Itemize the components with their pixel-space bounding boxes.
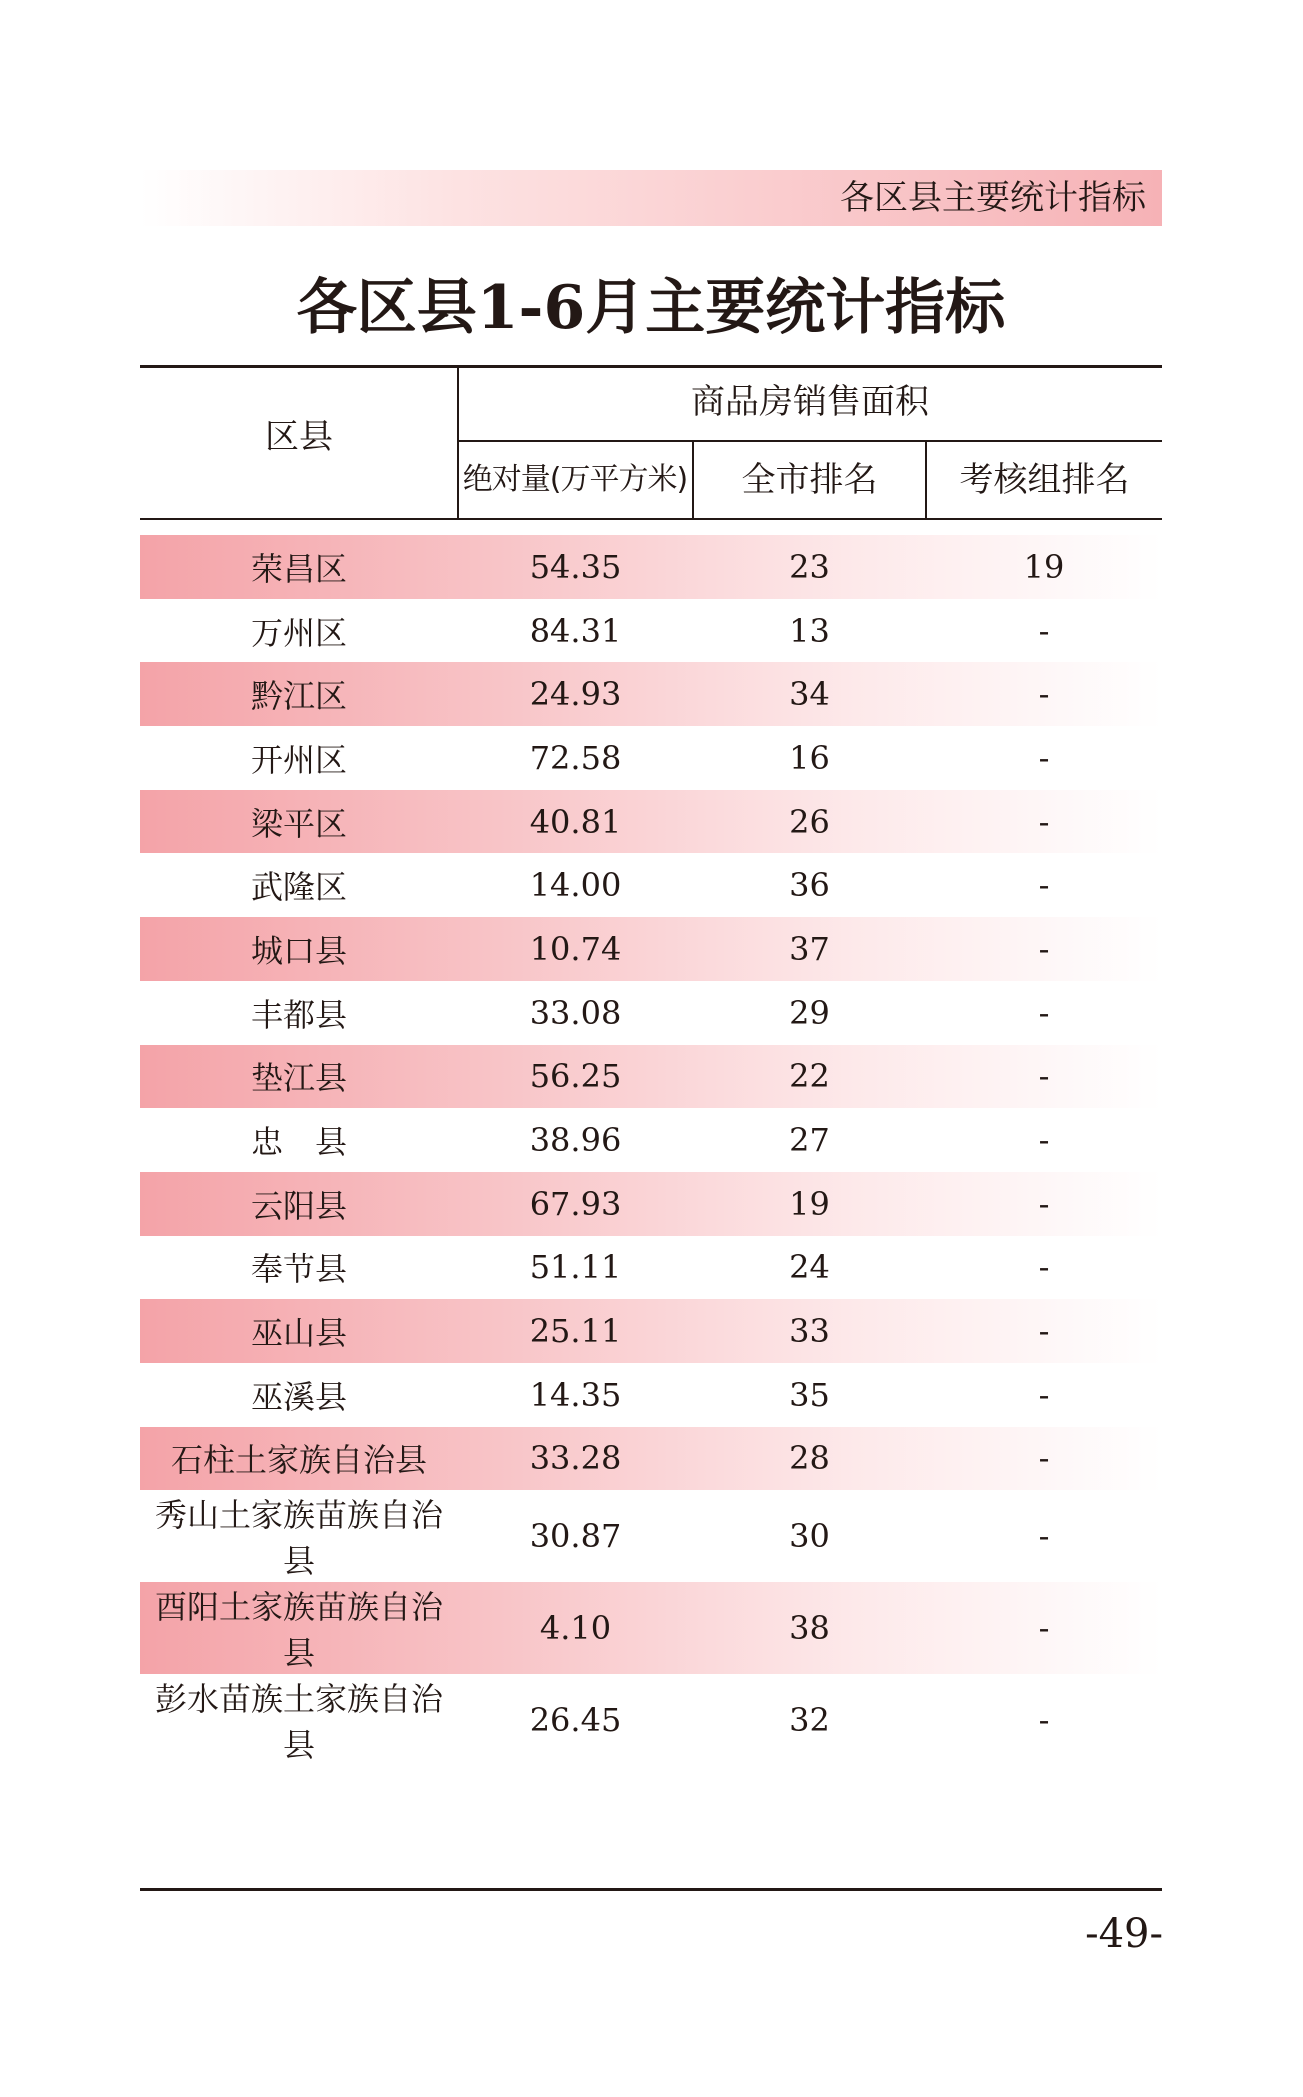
- group-rank-cell: -: [1038, 929, 1050, 968]
- table-row: [140, 535, 1162, 599]
- group-rank-cell: -: [1038, 1701, 1050, 1740]
- table-row: [140, 853, 1162, 917]
- city-rank-cell: 27: [789, 1121, 830, 1160]
- group-rank-cell: -: [1038, 611, 1050, 650]
- table-row: [140, 1490, 1162, 1582]
- city-rank-cell: 19: [789, 1184, 830, 1223]
- district-cell: 武隆区: [250, 868, 347, 907]
- absolute-cell: 26.45: [529, 1701, 622, 1740]
- absolute-cell: 84.31: [529, 611, 622, 650]
- group-rank-cell: -: [1038, 866, 1050, 905]
- district-cell: 梁平区: [250, 804, 347, 843]
- absolute-cell: 51.11: [529, 1248, 622, 1287]
- absolute-cell: 14.35: [529, 1375, 622, 1414]
- table-row: [140, 790, 1162, 854]
- table-row: [140, 1172, 1162, 1236]
- city-rank-cell: 37: [789, 929, 830, 968]
- district-cell: 巫溪县: [250, 1377, 347, 1416]
- district-cell: 荣昌区: [250, 549, 347, 588]
- section-header-band: [140, 170, 1162, 226]
- district-cell: 巫山县: [250, 1314, 347, 1353]
- group-rank-cell: -: [1038, 1184, 1050, 1223]
- group-rank-cell: -: [1038, 1375, 1050, 1414]
- city-rank-cell: 33: [789, 1312, 830, 1351]
- city-rank-cell: 26: [789, 802, 830, 841]
- city-rank-cell: 22: [789, 1057, 830, 1096]
- absolute-cell: 24.93: [529, 675, 622, 714]
- district-cell: 酉阳土家族苗族自治县: [154, 1588, 443, 1673]
- group-rank-cell: -: [1038, 675, 1050, 714]
- col-header-district: 区县: [265, 417, 333, 457]
- group-rank-cell: -: [1038, 1248, 1050, 1287]
- absolute-cell: 40.81: [529, 802, 622, 841]
- data-table: [140, 535, 1162, 1766]
- city-rank-cell: 24: [789, 1248, 830, 1287]
- table-row: [140, 1108, 1162, 1172]
- absolute-cell: 10.74: [529, 929, 622, 968]
- district-cell: 石柱土家族自治县: [170, 1441, 427, 1480]
- col-header-group: 商品房销售面积: [691, 382, 929, 422]
- table-row: [140, 1299, 1162, 1363]
- col-header-group-rank: 考核组排名: [959, 460, 1130, 500]
- header-sub-rule: [458, 440, 1162, 442]
- city-rank-cell: 36: [789, 866, 830, 905]
- table-row: [140, 1674, 1162, 1766]
- page-title: 各区县1-6月主要统计指标: [296, 273, 1006, 343]
- district-cell: 开州区: [250, 740, 347, 779]
- city-rank-cell: 28: [789, 1439, 830, 1478]
- table-row: [140, 1045, 1162, 1109]
- city-rank-cell: 38: [789, 1609, 830, 1648]
- city-rank-cell: 32: [789, 1701, 830, 1740]
- table-row: [140, 917, 1162, 981]
- table-row: [140, 726, 1162, 790]
- table-row: [140, 662, 1162, 726]
- group-rank-cell: -: [1038, 1517, 1050, 1556]
- table-top-rule: [140, 365, 1162, 368]
- district-cell: 城口县: [250, 931, 347, 970]
- table-row: [140, 1363, 1162, 1427]
- district-cell: 垫江县: [250, 1059, 347, 1098]
- district-cell: 奉节县: [250, 1250, 347, 1289]
- page-number: -49-: [1085, 1911, 1163, 1957]
- city-rank-cell: 29: [789, 993, 830, 1032]
- table-row: [140, 1582, 1162, 1674]
- group-rank-cell: -: [1038, 1121, 1050, 1160]
- table-row: [140, 599, 1162, 663]
- group-rank-cell: -: [1038, 1439, 1050, 1478]
- table-row: [140, 1427, 1162, 1491]
- footer-rule: [140, 1888, 1162, 1891]
- absolute-cell: 67.93: [529, 1184, 622, 1223]
- group-rank-cell: -: [1038, 738, 1050, 777]
- group-rank-cell: -: [1038, 1609, 1050, 1648]
- absolute-cell: 33.28: [529, 1439, 622, 1478]
- absolute-cell: 56.25: [529, 1057, 622, 1096]
- group-rank-cell: -: [1038, 802, 1050, 841]
- table-row: [140, 981, 1162, 1045]
- city-rank-cell: 35: [789, 1375, 830, 1414]
- absolute-cell: 25.11: [529, 1312, 622, 1351]
- district-cell: 彭水苗族土家族自治县: [154, 1680, 443, 1765]
- district-cell: 万州区: [250, 613, 347, 652]
- city-rank-cell: 23: [789, 547, 830, 586]
- district-cell: 黔江区: [250, 677, 347, 716]
- group-rank-cell: -: [1038, 1057, 1050, 1096]
- district-cell: 秀山土家族苗族自治县: [154, 1496, 443, 1581]
- absolute-cell: 14.00: [529, 866, 622, 905]
- col-header-absolute: 绝对量(万平方米): [462, 462, 688, 497]
- table-row: [140, 1236, 1162, 1300]
- district-cell: 丰都县: [250, 995, 347, 1034]
- absolute-cell: 33.08: [529, 993, 622, 1032]
- city-rank-cell: 34: [789, 675, 830, 714]
- district-cell: 云阳县: [250, 1186, 347, 1225]
- col-header-city-rank: 全市排名: [741, 460, 878, 500]
- group-rank-cell: -: [1038, 1312, 1050, 1351]
- table-header-bottom-rule: [140, 518, 1162, 520]
- city-rank-cell: 30: [789, 1517, 830, 1556]
- absolute-cell: 72.58: [529, 738, 622, 777]
- absolute-cell: 4.10: [539, 1609, 612, 1648]
- absolute-cell: 38.96: [529, 1121, 622, 1160]
- group-rank-cell: -: [1038, 993, 1050, 1032]
- group-rank-cell: 19: [1023, 547, 1065, 586]
- city-rank-cell: 16: [789, 738, 830, 777]
- section-title: 各区县主要统计指标: [840, 178, 1146, 218]
- district-cell: 忠 县: [250, 1123, 347, 1162]
- city-rank-cell: 13: [789, 611, 830, 650]
- absolute-cell: 54.35: [529, 547, 622, 586]
- absolute-cell: 30.87: [529, 1517, 622, 1556]
